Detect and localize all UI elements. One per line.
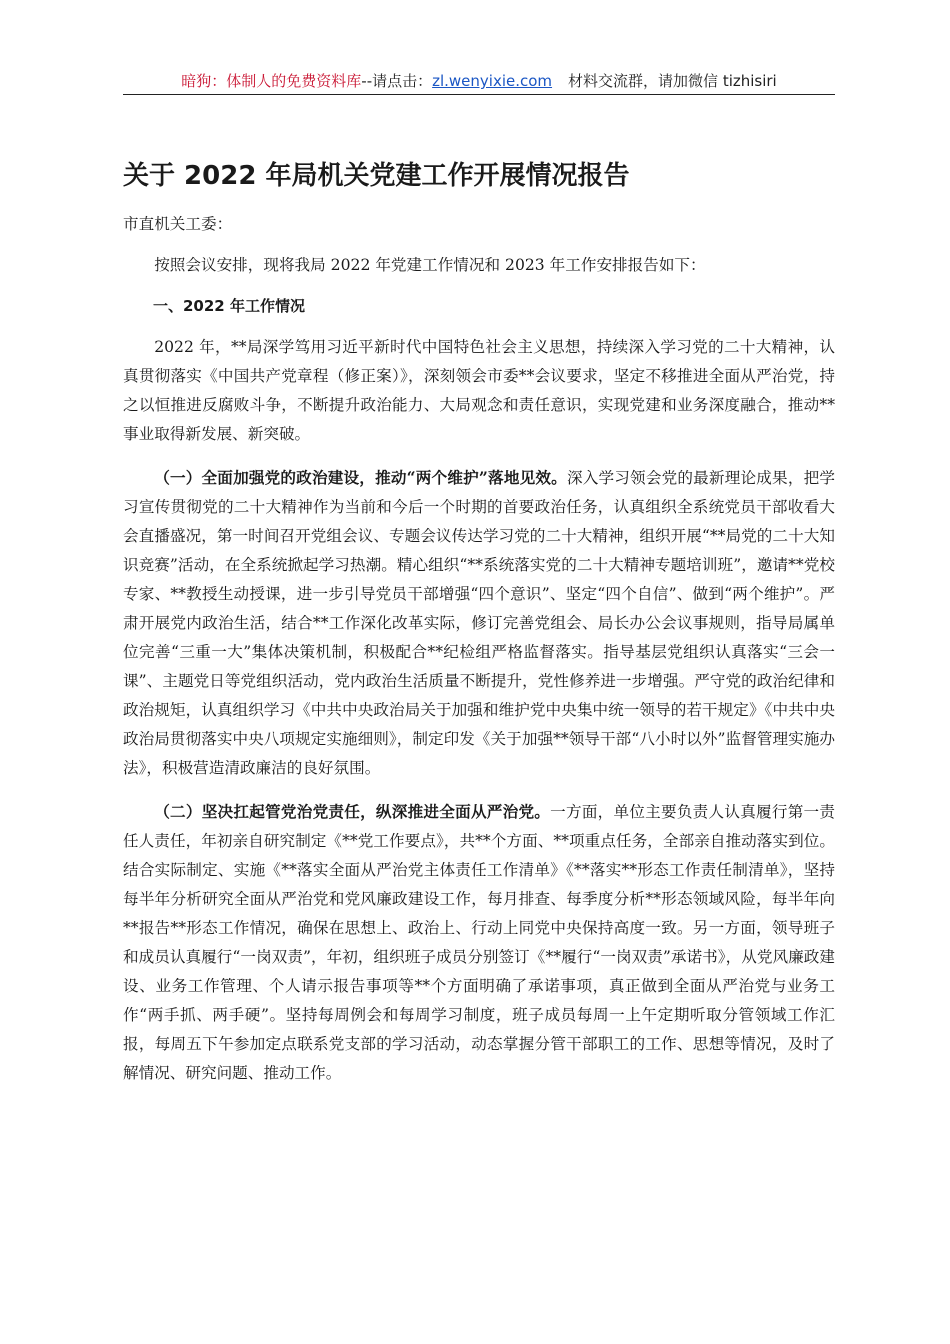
paragraph-overview: 2022 年，**局深学笃用习近平新时代中国特色社会主义思想，持续深入学习党的二十大精神，认真贯彻落实《中国共产党章程（修正案）》，深刻领会市委**会议要求，坚定不移推进全面从严治党，持之以恒推进反腐败斗争，不断提升政治能力、大局观念和责任意识，实现党建和业务深度融合，推动**事业取得新发展、新突破。 xyxy=(123,338,835,443)
paragraph-political-building xyxy=(123,463,835,783)
document-body xyxy=(123,210,835,1102)
page-header xyxy=(123,70,835,94)
paragraph-lead: （一）全面加强党的政治建设，推动“两个维护”落地见效。 xyxy=(154,468,567,487)
paragraph-body: 一方面，单位主要负责人认真履行第一责任人责任，年初亲自研究制定《**党工作要点》，共**个方面、**项重点任务，全部亲自推动落实到位。结合实际制定、实施《**落实全面从严治党主体责任工作清单》《**落实**形态工作责任制清单》，坚持每半年分析研究全面从严治党和党风廉政建设工作，每月排查、每季度分析**形态领域风险，每半年向**报告**形态工作情况，确保在思想上、政治上、行动上同党中央保持高度一致。另一方面，领导班子和成员认真履行“一岗双责”，年初，组织班子成员分别签订《**履行“一岗双责”承诺书》，从党风廉政建设、业务工作管理、个人请示报告事项等**个方面明确了承诺事项，真正做到全面从严治党与业务工作“两手抓、两手硬”。坚持每周例会和每周学习制度，班子成员每周一上午定期听取分管领域工作汇报，每周五下午参加定点联系党支部的学习活动，动态掌握分管干部职工的工作、思想等情况，及时了解情况、研究问题、推动工作。 xyxy=(123,803,835,1082)
header-divider xyxy=(123,94,835,95)
paragraph-body: 深入学习领会党的最新理论成果，把学习宣传贯彻党的二十大精神作为当前和今后一个时期的首要政治任务，认真组织全系统党员干部收看大会直播盛况，第一时间召开党组会议、专题会议传达学习党的二十大精神，组织开展“**局党的二十大知识竞赛”活动，在全系统掀起学习热潮。精心组织“**系统落实党的二十大精神专题培训班”，邀请**党校专家、**教授生动授课，进一步引导党员干部增强“四个意识”、坚定“四个自信”、做到“两个维护”。严肃开展党内政治生活，结合**工作深化改革实际，修订完善党组会、局长办公会议事规则，指导局属单位完善“三重一大”集体决策机制，积极配合**纪检组严格监督落实。指导基层党组织认真落实“三会一课”、主题党日等党组织活动，党内政治生活质量不断提升，党性修养进一步增强。严守党的政治纪律和政治规矩，认真组织学习《中共中央政治局关于加强和维护党中央集中统一领导的若干规定》《中共中央政治局贯彻落实中央八项规定实施细则》，制定印发《关于加强**领导干部“八小时以外”监督管理实施办法》，积极营造清政廉洁的良好氛围。 xyxy=(123,469,835,777)
paragraph-lead: （二）坚决扛起管党治党责任，纵深推进全面从严治党。 xyxy=(154,802,551,821)
header-brand: 暗狗：体制人的免费资料库 xyxy=(181,72,362,90)
intro-paragraph: 按照会议安排，现将我局 2022 年党建工作情况和 2023 年工作安排报告如下： xyxy=(154,256,706,274)
header-link[interactable]: zl.wenyixie.com xyxy=(432,72,553,90)
header-click-prefix: --请点击： xyxy=(361,72,433,90)
document-title: 关于 2022 年局机关党建工作开展情况报告 xyxy=(123,161,630,191)
header-contact: 材料交流群，请加微信 tizhisiri xyxy=(568,72,777,90)
section-heading: 一、2022 年工作情况 xyxy=(153,297,305,315)
addressee: 市直机关工委： xyxy=(123,215,233,233)
paragraph-party-responsibility xyxy=(123,797,835,1088)
